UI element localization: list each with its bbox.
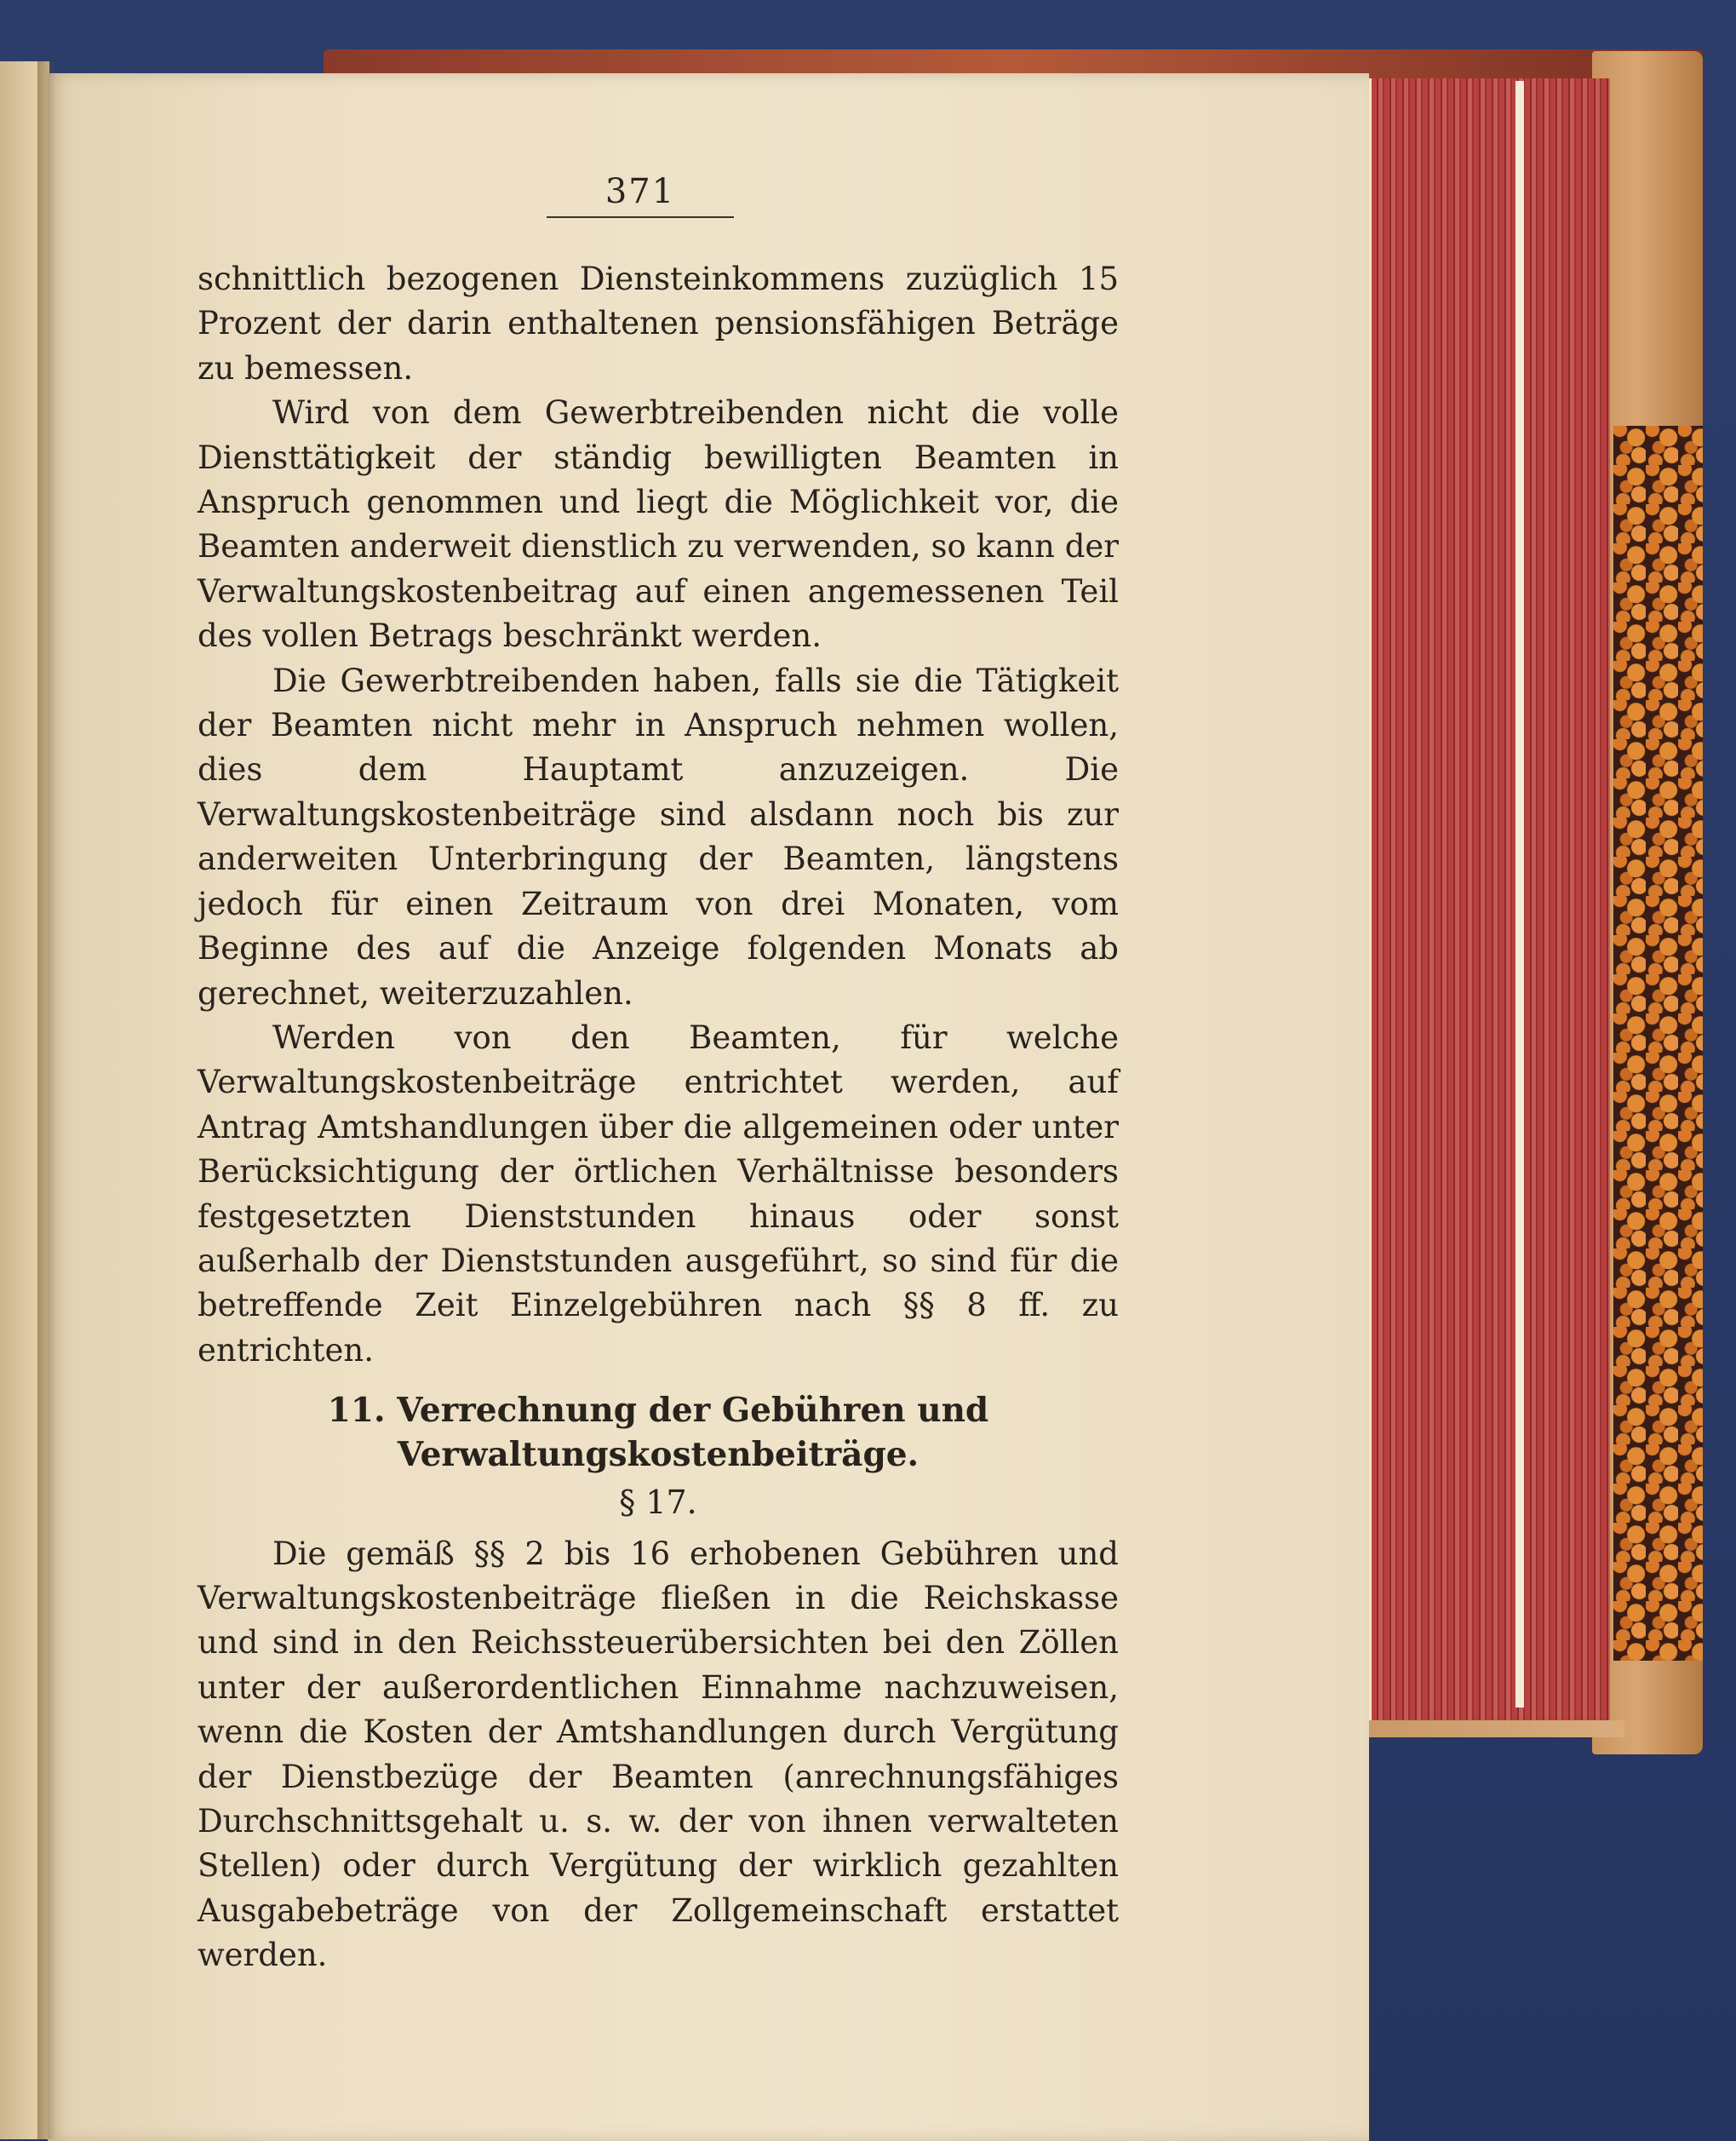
paragraph-4: Werden von den Beamten, für welche Verwaltungskostenbeiträge entrichtet werden, auf Antrag Amtshandlungen über die allgemeinen oder unter Berücksichtigung der örtlichen Verhältnisse besonders festgesetzten Dienststunden hinaus oder sonst außerhalb der Dienststunden ausgeführt, so sind für die betreffende Zeit Einzelgebühren nach §§ 8 ff. zu entrichten. [198, 1019, 1119, 1369]
marbled-endpaper [1613, 426, 1703, 1661]
page-gutter-shadow [37, 61, 56, 2139]
header-rule [547, 216, 734, 218]
page-header [547, 172, 734, 218]
page-stack-bottom [1369, 1720, 1624, 1737]
page-stack-gap [1515, 81, 1524, 1708]
paragraph-3: Die Gewerbtreibenden haben, falls sie die Tätigkeit der Beamten nicht mehr in Anspruch nehmen wollen, dies dem Hauptamt anzuzeigen. Die Verwaltungskostenbeiträge sind alsdann noch bis zur anderweiten Unterbringung der Beamten, längstens jedoch für einen Zeitraum von drei Monaten, vom Beginne des auf die Anzeige folgenden Monats ab gerechnet, weiterzuzahlen. [198, 662, 1119, 1012]
page-number: 371 [604, 172, 676, 211]
section-number: § 17. [619, 1484, 697, 1522]
paragraph-2: Wird von dem Gewerbtreibenden nicht die volle Diensttätigkeit der ständig bewilligten Beamten in Anspruch genommen und liegt die Möglichkeit vor, die Beamten anderweit dienstlich zu verwenden, so kann der Verwaltungskostenbeitrag auf einen angemessenen Teil des vollen Betrags beschränkt werden. [198, 394, 1119, 655]
paragraph-5: Die gemäß §§ 2 bis 16 erhobenen Gebühren und Verwaltungskostenbeiträge fließen in die Reichskasse und sind in den Reichssteuerübersichten bei den Zöllen unter der außerordentlichen Einnahme nachzuweisen, wenn die Kosten der Amtshandlungen durch Vergütung der Dienstbezüge der Beamten (anrechnungsfähiges Durchschnittsgehalt u. s. w. der von ihnen verwalteten Stellen) oder durch Vergütung der wirklich gezahlten Ausgabebeträge von der Zollgemeinschaft erstattet werden. [198, 1535, 1119, 1974]
section-heading: 11. Verrechnung der Gebühren und Verwaltungskostenbeiträge. [327, 1391, 989, 1475]
page-stack-red-edges [1369, 78, 1610, 1722]
page-body [198, 257, 1119, 1978]
paragraph-1: schnittlich bezogenen Diensteinkommens zuzüglich 15 Prozent der darin enthaltenen pensionsfähigen Beträge zu bemessen. [198, 261, 1119, 387]
